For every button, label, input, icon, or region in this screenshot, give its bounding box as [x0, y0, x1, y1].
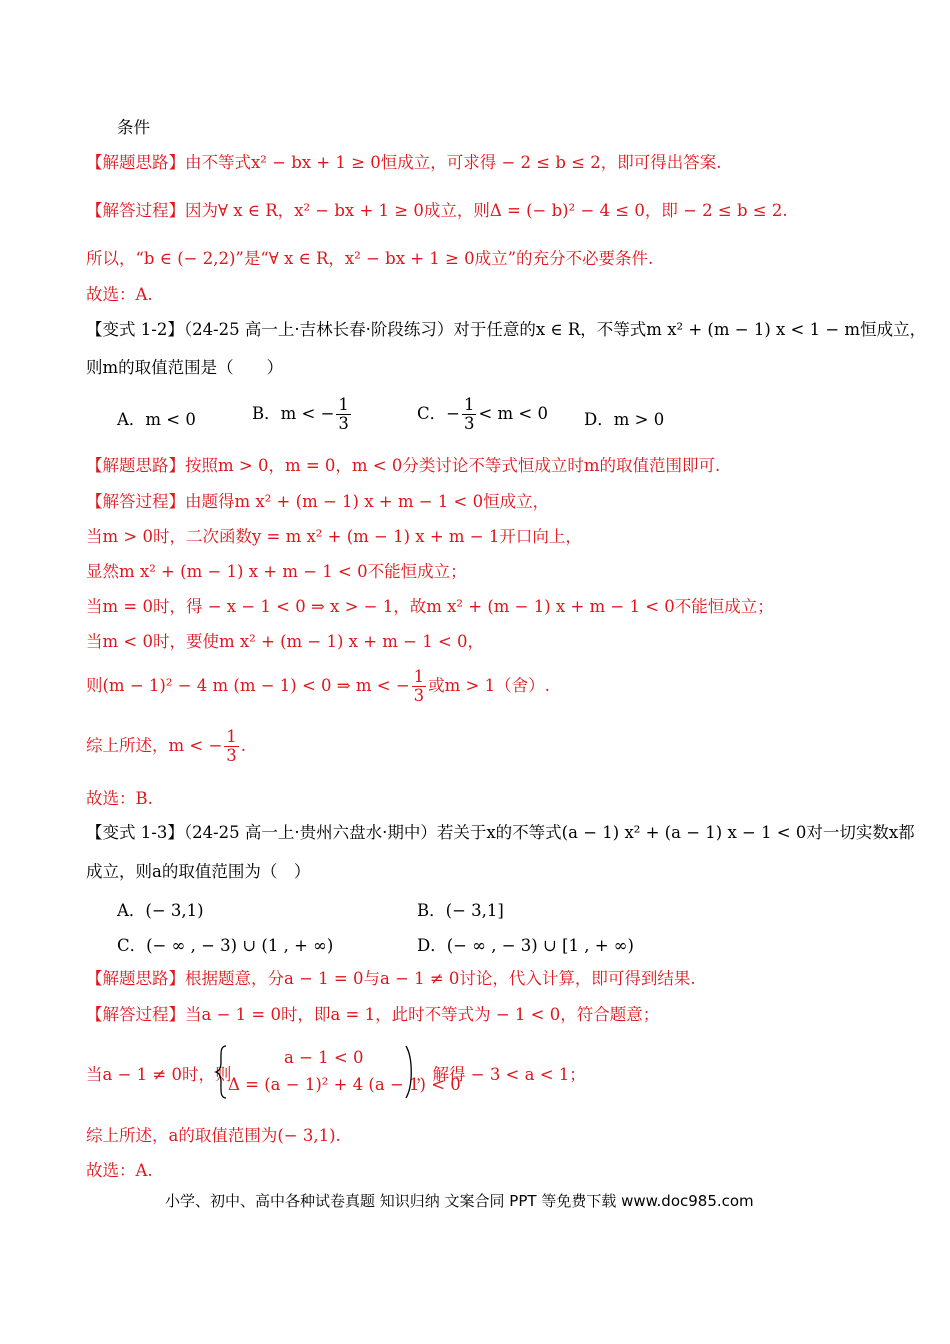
- question-line: 【变式 1-2】（24-25 高一上·吉林长春·阶段练习）对于任意的x ∈ R，不等式m x² + (m − 1) x < 1 − m恒成立，: [86, 320, 927, 339]
- fraction-denominator: 3: [463, 414, 475, 433]
- solution-process-line: [86, 491, 549, 513]
- fraction-numerator: 1: [413, 667, 425, 686]
- fraction-denominator: 3: [338, 414, 349, 433]
- system-intro: 当a − 1 ≠ 0时，则: [86, 1065, 232, 1084]
- text-line: 条件: [117, 118, 150, 137]
- option-c: C．(− ∞ , − 3) ∪ (1 , + ∞): [117, 936, 334, 955]
- solution-process-text: 因为∀ x ∈ R，x² − bx + 1 ≥ 0成立，则Δ = (− b)² − 4 ≤ 0，即 − 2 ≤ b ≤ 2.: [185, 201, 788, 220]
- text-line: 显然m x² + (m − 1) x + m − 1 < 0不能恒成立；: [86, 562, 467, 581]
- solution-idea-line: [86, 152, 721, 174]
- right-paren-icon: [404, 1044, 414, 1100]
- solution-idea-text: 由不等式x² − bx + 1 ≥ 0恒成立，可求得 − 2 ≤ b ≤ 2，即可得出答案.: [185, 153, 722, 172]
- text-line: 当m > 0时，二次函数y = m x² + (m − 1) x + m − 1开口向上，: [86, 527, 582, 546]
- question-line: 【变式 1-3】（24-25 高一上·贵州六盘水·期中）若关于x的不等式(a − 1) x² + (a − 1) x − 1 < 0对一切实数x都: [86, 823, 915, 842]
- answer-line: 故选：A.: [86, 1161, 153, 1180]
- solution-idea-tag: 【解题思路】: [86, 969, 185, 988]
- option-c-suffix: < m < 0: [478, 404, 548, 423]
- option-c: [417, 396, 548, 433]
- solution-idea-tag: 【解题思路】: [86, 456, 185, 475]
- solution-process-text: 由题得m x² + (m − 1) x + m − 1 < 0恒成立，: [185, 492, 550, 511]
- system-row-2: Δ = (a − 1)² + 4 (a − 1) < 0: [228, 1075, 461, 1094]
- system-row-1: a − 1 < 0: [284, 1048, 364, 1067]
- fraction-numerator: 1: [338, 395, 349, 414]
- summary-text: 综上所述，m < −: [86, 736, 223, 755]
- fraction: [224, 728, 239, 765]
- fraction-numerator: 1: [226, 727, 237, 746]
- text-line: 当m < 0时，要使m x² + (m − 1) x + m − 1 < 0，: [86, 632, 485, 651]
- option-d: D．m > 0: [584, 410, 665, 429]
- fraction: [462, 396, 477, 433]
- conclusion-line: 所以，“b ∈ (− 2,2)”是“∀ x ∈ R，x² − bx + 1 ≥ 0成立”的充分不必要条件.: [86, 249, 654, 268]
- option-d: D．(− ∞ , − 3) ∪ [1 , + ∞): [417, 936, 634, 955]
- solution-process-line: [86, 1004, 659, 1026]
- fraction: [336, 396, 351, 433]
- summary-suffix: .: [240, 736, 247, 755]
- inequality-text: 则(m − 1)² − 4 m (m − 1) < 0 ⇒ m < −: [86, 676, 410, 695]
- option-b: B．(− 3,1]: [417, 901, 504, 920]
- page-footer: 小学、初中、高中各种试卷真题 知识归纳 文案合同 PPT 等免费下载 www.doc985.com: [165, 1192, 754, 1210]
- solution-idea-text: 按照m > 0，m = 0，m < 0分类讨论不等式恒成立时m的取值范围即可.: [185, 456, 721, 475]
- option-b-prefix: B．m < −: [252, 404, 335, 423]
- left-brace-icon: [214, 1044, 228, 1100]
- text-line: [86, 668, 550, 705]
- answer-line: 故选：A.: [86, 285, 153, 304]
- fraction-denominator: 3: [413, 686, 425, 705]
- option-a: A．(− 3,1): [117, 901, 204, 920]
- solution-idea-line: [86, 968, 696, 990]
- solution-process-tag: 【解答过程】: [86, 1005, 185, 1024]
- system-result: ，解得 − 3 < a < 1；: [416, 1065, 586, 1084]
- solution-process-tag: 【解答过程】: [86, 201, 185, 220]
- option-b: [252, 396, 353, 433]
- fraction-numerator: 1: [463, 395, 475, 414]
- question-line: 成立，则a的取值范围为（ ）: [86, 862, 311, 881]
- text-line: 当m = 0时，得 − x − 1 < 0 ⇒ x > − 1，故m x² + (m − 1) x + m − 1 < 0不能恒成立；: [86, 597, 774, 616]
- solution-process-text: 当a − 1 = 0时，即a = 1，此时不等式为 − 1 < 0，符合题意；: [185, 1005, 660, 1024]
- fraction-denominator: 3: [226, 746, 237, 765]
- summary-line: 综上所述，a的取值范围为(− 3,1).: [86, 1126, 341, 1145]
- fraction: [412, 668, 427, 705]
- solution-idea-line: [86, 455, 720, 477]
- option-c-prefix: C．−: [417, 404, 460, 423]
- solution-process-line: [86, 200, 788, 222]
- answer-line: 故选：B.: [86, 789, 153, 808]
- summary-line: [86, 728, 246, 765]
- question-line: 则m的取值范围是（ ）: [86, 358, 284, 377]
- solution-idea-text: 根据题意，分a − 1 = 0与a − 1 ≠ 0讨论，代入计算，即可得到结果.: [185, 969, 696, 988]
- solution-process-tag: 【解答过程】: [86, 492, 185, 511]
- solution-idea-tag: 【解题思路】: [86, 153, 185, 172]
- inequality-suffix: 或m > 1（舍）.: [428, 676, 550, 695]
- option-a: A．m < 0: [117, 410, 196, 429]
